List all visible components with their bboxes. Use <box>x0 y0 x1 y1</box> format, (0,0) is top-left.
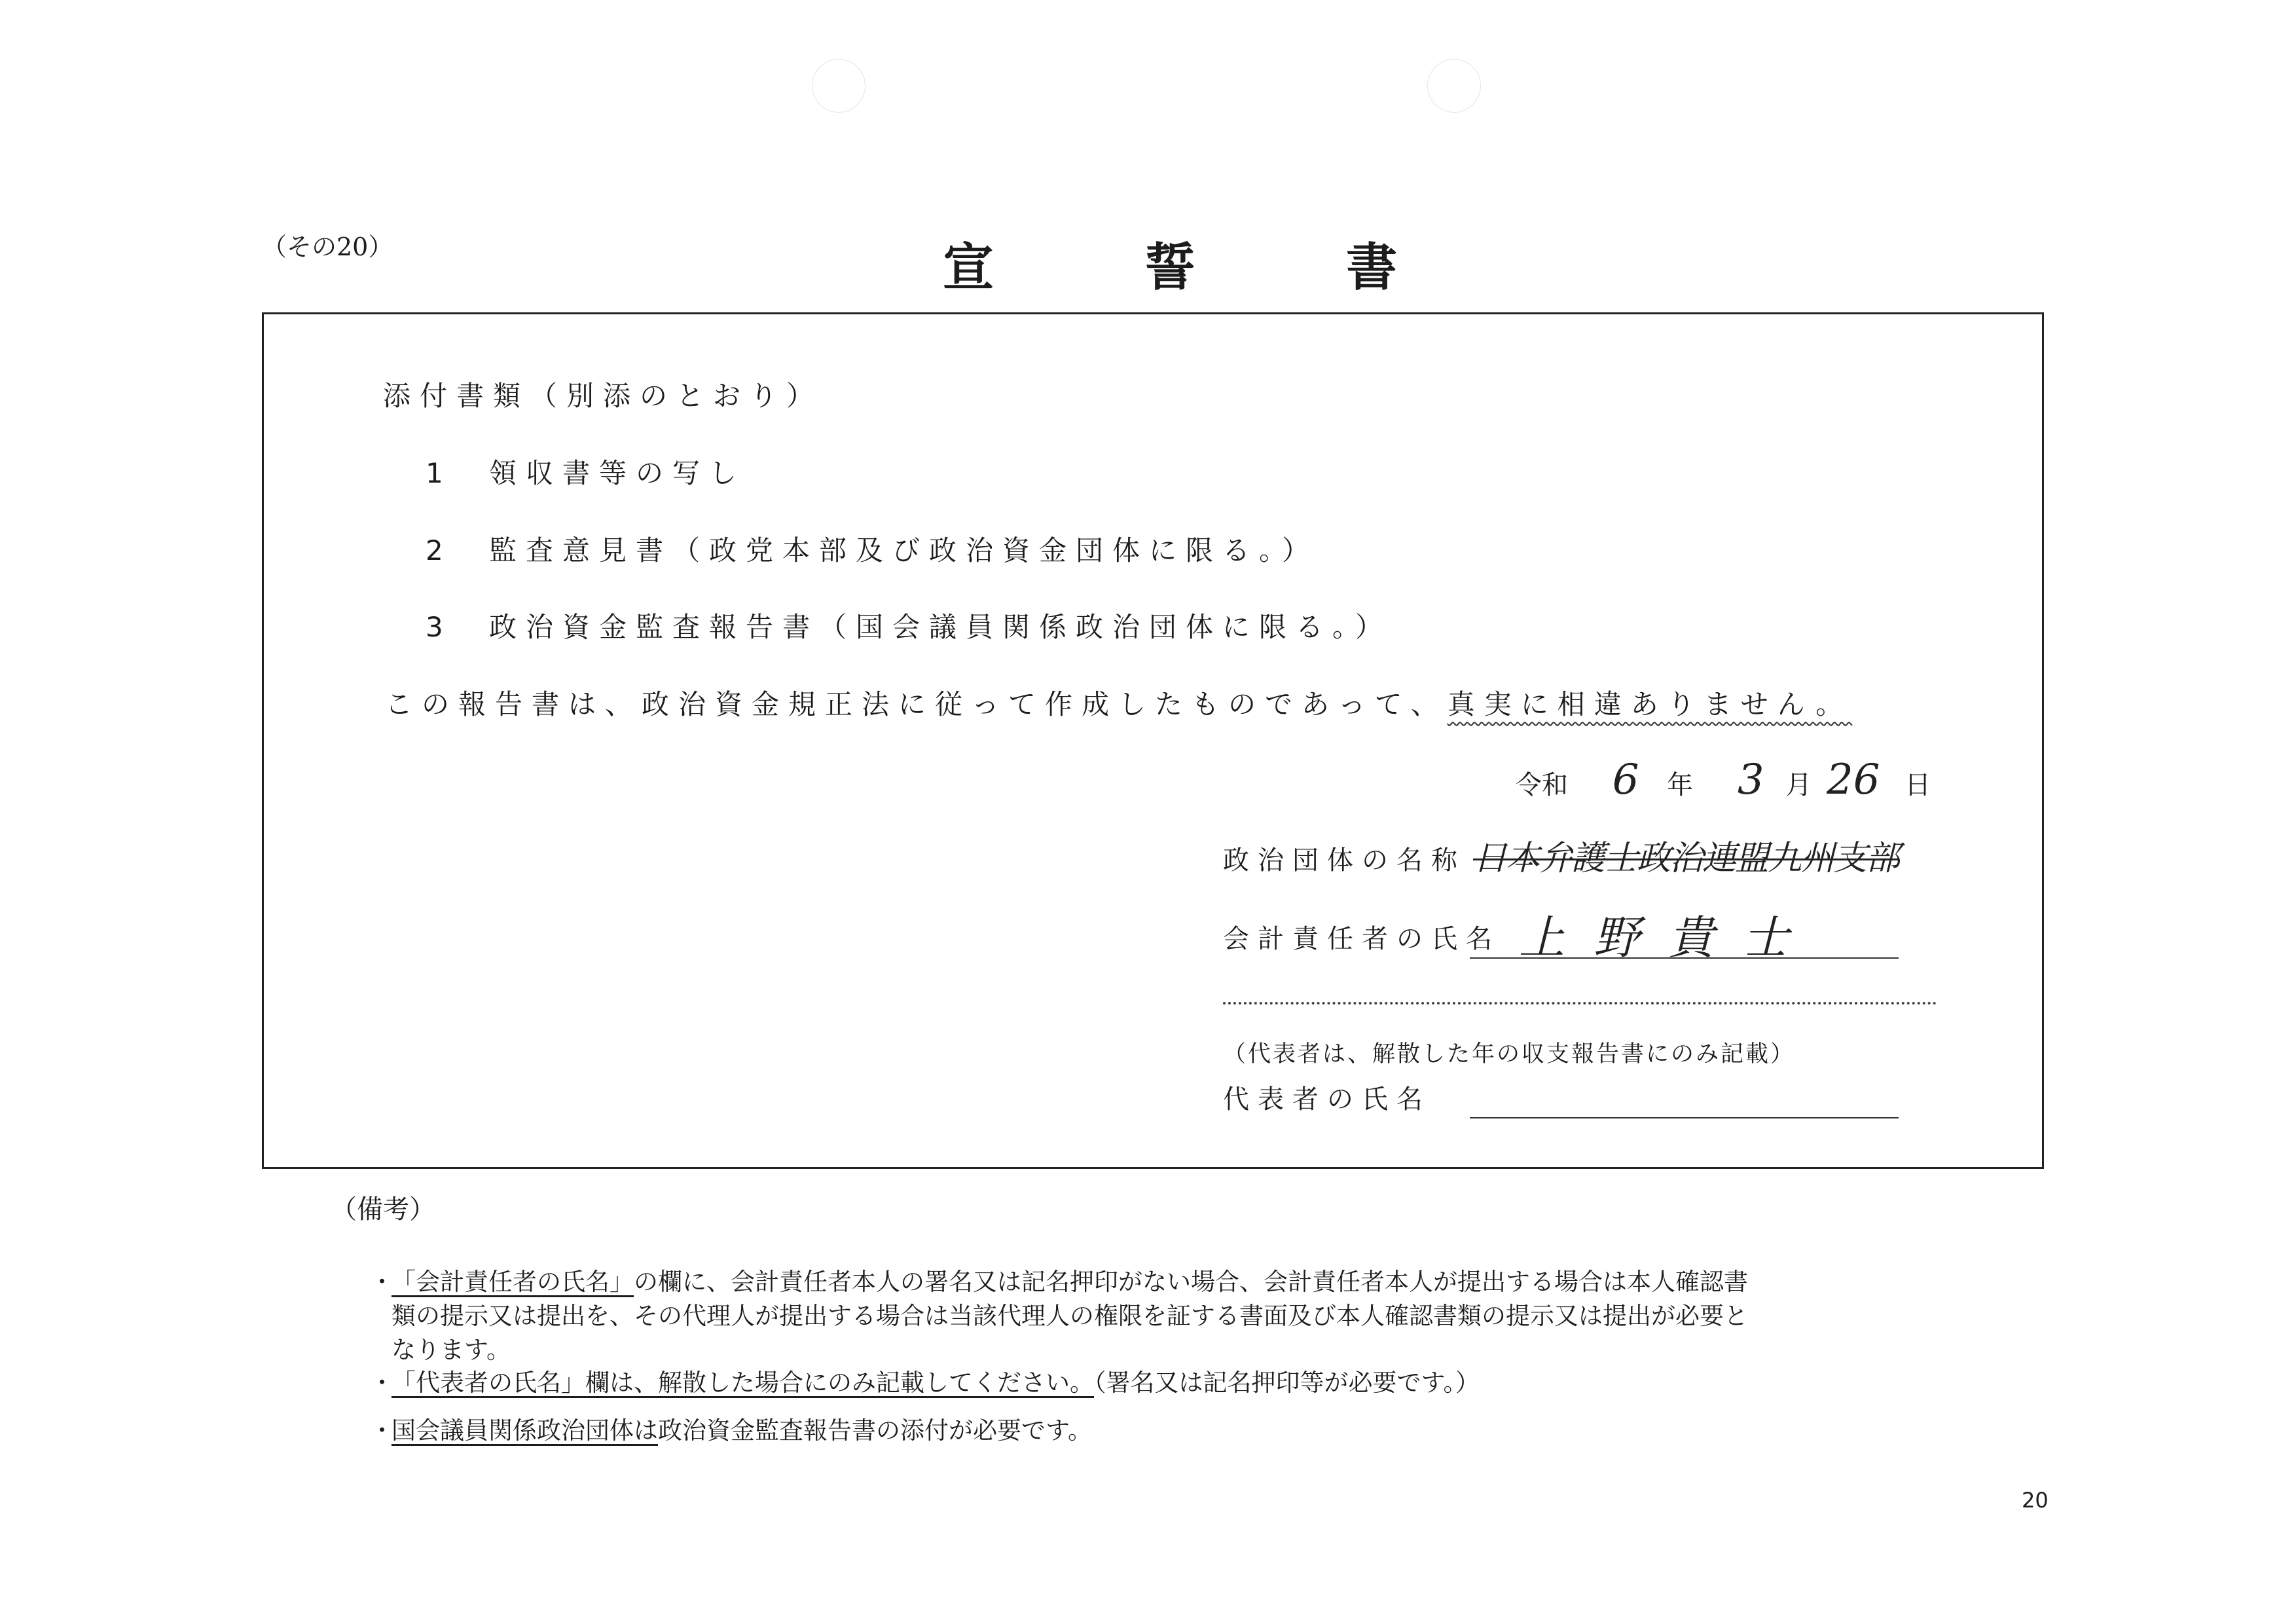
remark-underlined: 国会議員関係政治団体は <box>392 1416 658 1445</box>
attachment-item <box>426 606 1392 645</box>
remark-note <box>370 1265 1764 1367</box>
section-label: （その20） <box>262 232 393 261</box>
attachment-item-number: 3 <box>426 611 443 643</box>
date-day-unit: 日 <box>1904 770 1931 800</box>
representative-signature-line <box>1470 1117 1899 1118</box>
attachment-item <box>426 529 1319 568</box>
attachment-item <box>426 452 746 491</box>
treasurer-name-value: 上野貴士 <box>1519 911 1817 965</box>
binding-hole-right <box>1427 59 1481 113</box>
date-month: 3 <box>1737 756 1764 804</box>
organization-name-value: 日本弁護士政治連盟九州支部 <box>1473 839 1899 878</box>
attachment-item-number: 2 <box>426 534 443 566</box>
representative-name-label: 代表者の氏名 <box>1223 1084 1431 1115</box>
date-year: 6 <box>1612 756 1639 804</box>
document-title: 宣誓書 <box>943 238 1548 297</box>
section-separator <box>1223 1002 1937 1005</box>
treasurer-signature-line <box>1470 957 1899 959</box>
remark-bullet: ・ <box>370 1268 394 1296</box>
attachments-heading: 添付書類（別添のとおり） <box>383 380 824 412</box>
attachment-item-text: 領収書等の写し <box>489 457 746 489</box>
remark-text: （署名又は記名押印等が必要です。） <box>1094 1369 1480 1397</box>
attachment-item-number: 1 <box>426 457 443 489</box>
date-month-unit: 月 <box>1785 770 1812 800</box>
remark-note <box>370 1414 1764 1448</box>
remark-bullet: ・ <box>370 1416 394 1445</box>
declaration-statement <box>385 683 1852 722</box>
remark-underlined: 「代表者の氏名」欄は、解散した場合にのみ記載してください。 <box>392 1369 1094 1397</box>
remark-underlined: 「会計責任者の氏名」 <box>392 1268 634 1296</box>
declaration-date <box>1516 756 1931 804</box>
binding-hole-left <box>812 59 866 113</box>
organization-name-label: 政治団体の名称 <box>1223 845 1466 876</box>
remark-text: 政治資金監査報告書の添付が必要です。 <box>658 1416 1093 1445</box>
date-era: 令和 <box>1516 770 1568 800</box>
page-number: 20 <box>2022 1488 2049 1513</box>
attachment-item-text: 監査意見書（政党本部及び政治資金団体に限る。） <box>489 534 1319 566</box>
remark-bullet: ・ <box>370 1369 394 1397</box>
date-year-unit: 年 <box>1667 770 1694 800</box>
remarks-heading: （備考） <box>331 1194 435 1225</box>
remark-text: の欄に、会計責任者本人の署名又は記名押印がない場合、会計責任者本人が提出する場合は本人確認書類の提示又は提出を、その代理人が提出する場合は当該代理人の権限を証する書面及び本人確認書類の提示又は提出が必要となります。 <box>392 1268 1748 1364</box>
date-day: 26 <box>1827 756 1880 804</box>
remark-note <box>370 1366 1764 1400</box>
declaration-emphasis: 真実に相違ありません。 <box>1447 688 1853 720</box>
representative-note: （代表者は、解散した年の収支報告書にのみ記載） <box>1223 1041 1796 1067</box>
attachment-item-text: 政治資金監査報告書（国会議員関係政治団体に限る。） <box>489 611 1393 643</box>
treasurer-name-label: 会計責任者の氏名 <box>1223 924 1501 954</box>
declaration-text: この報告書は、政治資金規正法に従って作成したものであって、 <box>385 688 1448 720</box>
